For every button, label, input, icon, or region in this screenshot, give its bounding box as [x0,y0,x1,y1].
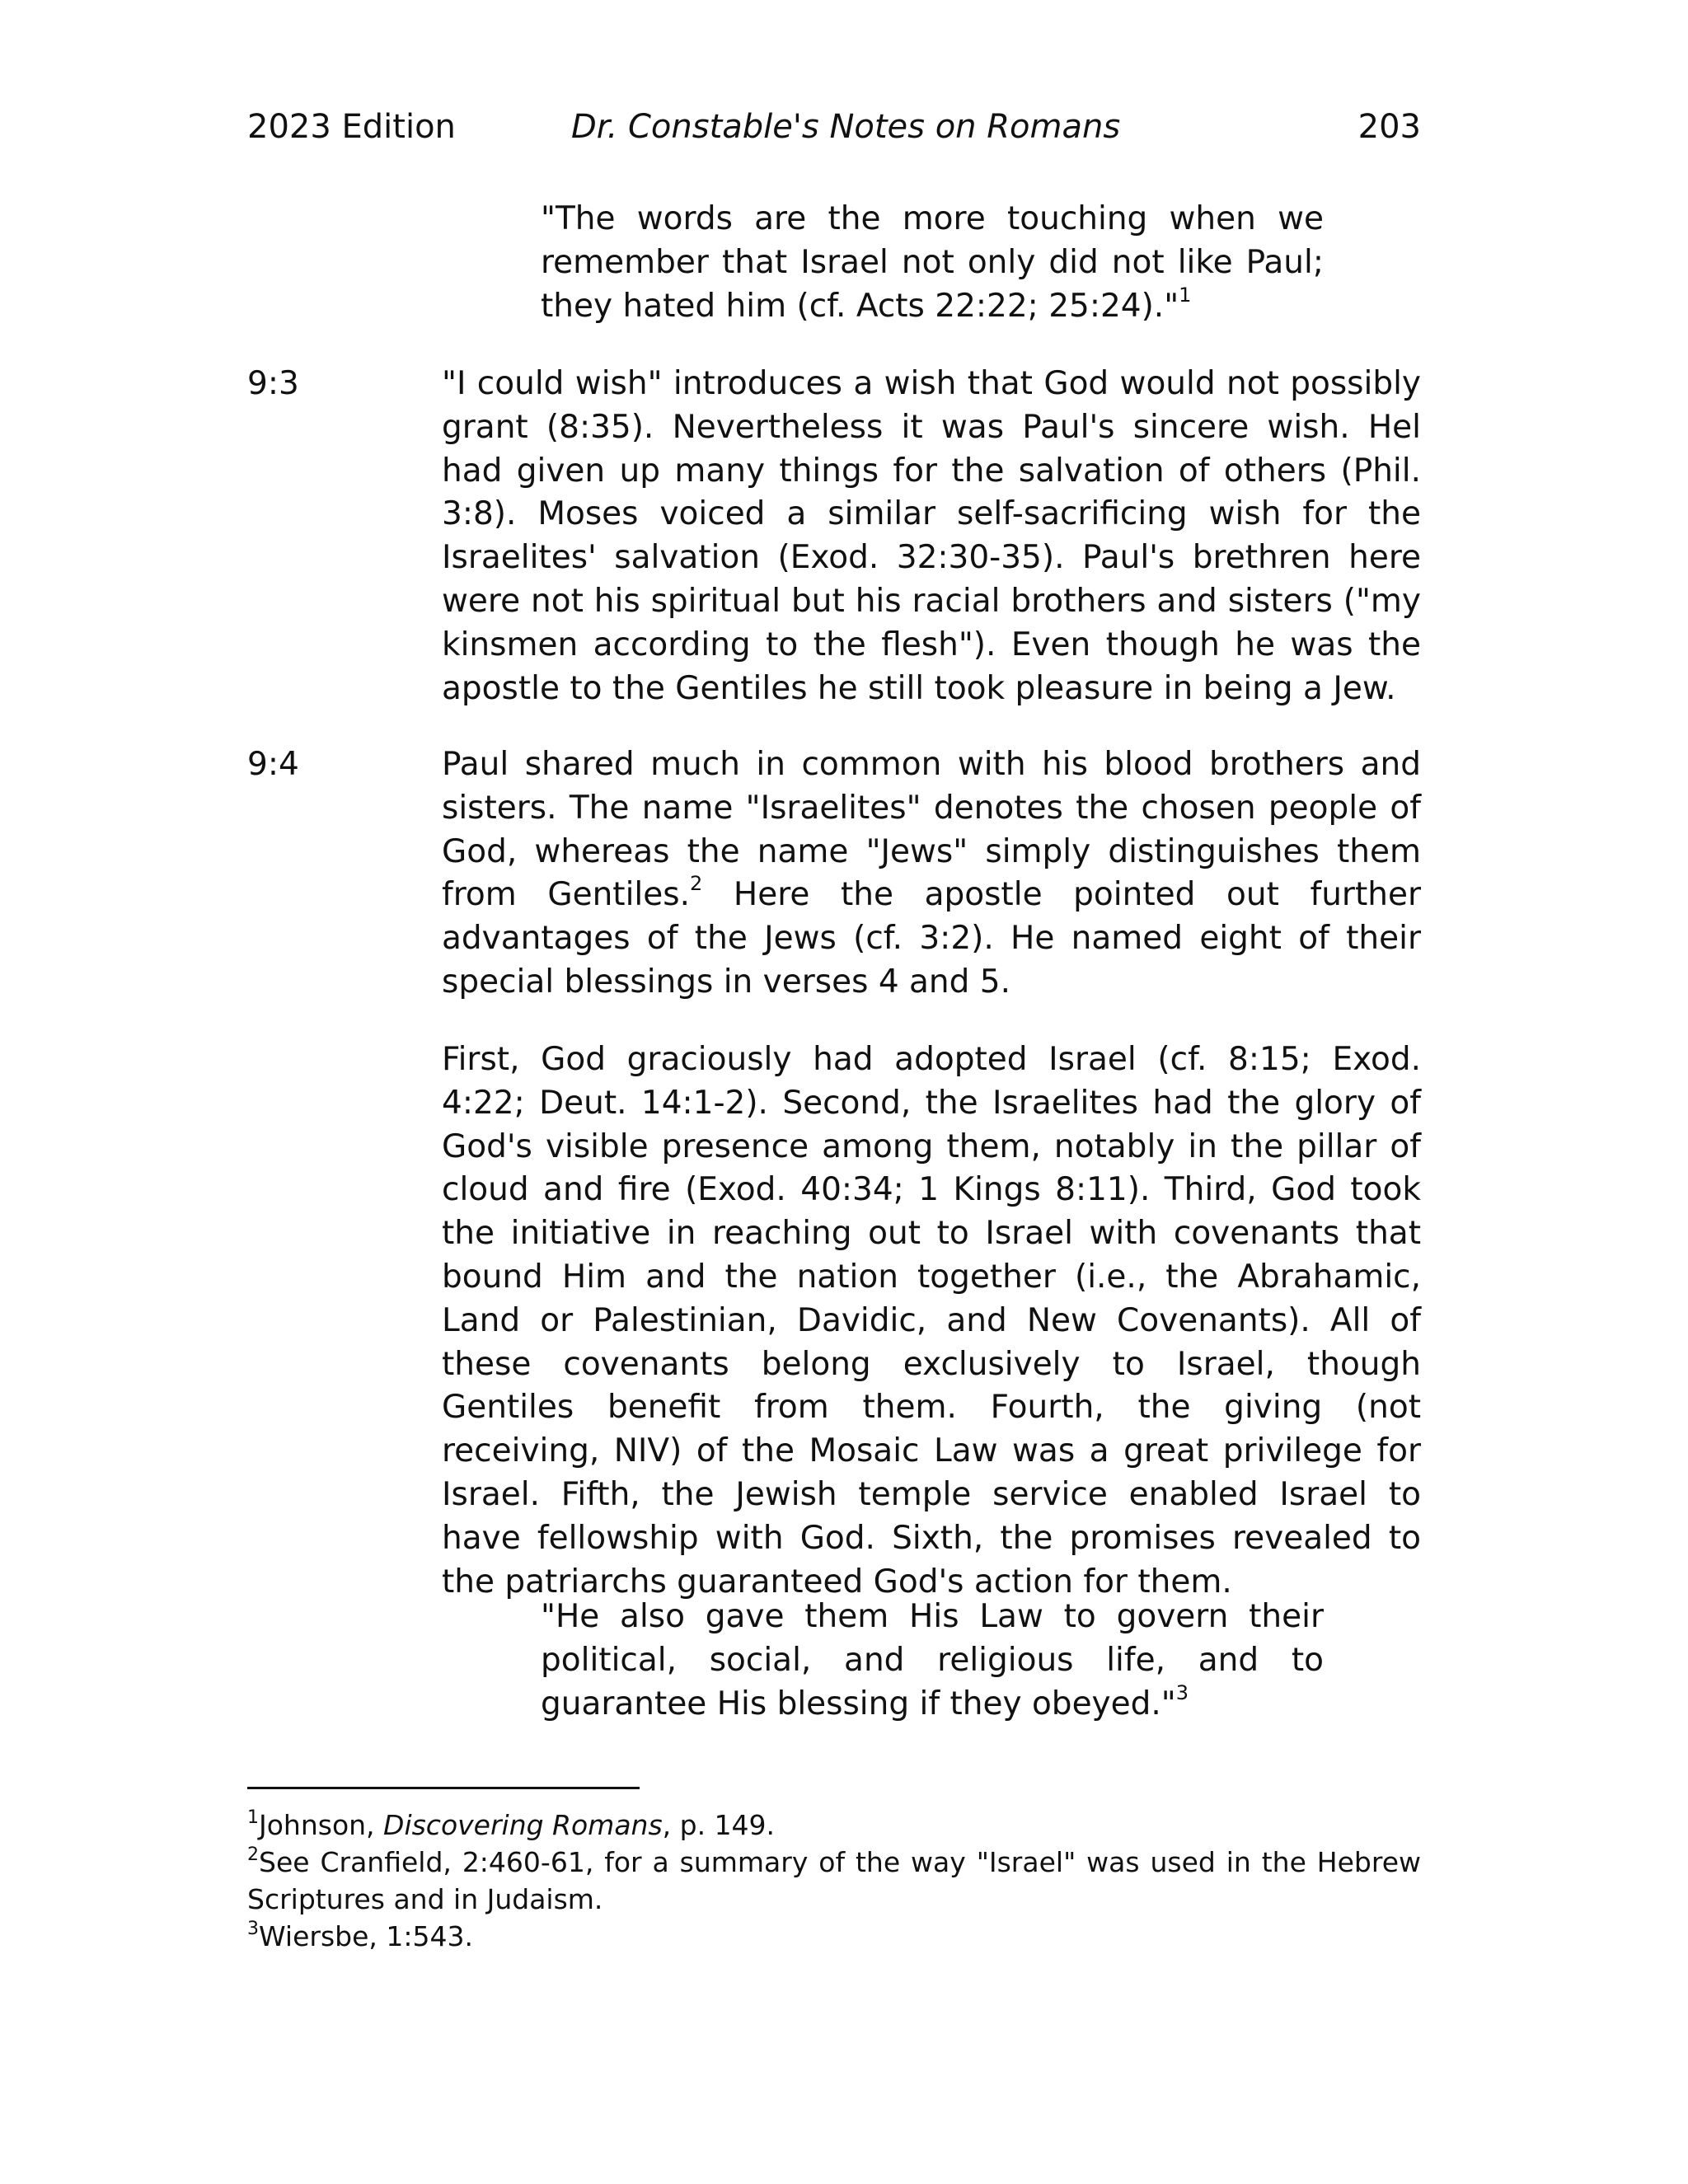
footnote-3: $^3$Wiersbe, 1:543. [247,1919,473,1952]
page-number: 203 [1357,108,1421,146]
footnote-ref-1[interactable]: 1 [1179,283,1192,307]
verse-commentary: "I could wish" introduces a wish that God would not possibly grant (8:35). Nevertheless it was Paul's sincere wish. Hel had given up many things for the salvation of others (Phil. 3:8). Moses voiced a similar self-sacrificing wish for the Israelites' salvation (Exod. 32:30-35). Paul's brethren here were not his spiritual but his racial brothers and sisters ("my kinsmen according to the flesh"). Even though he was the apostle to the Gentiles he still took pleasure in being a Jew. [442,365,1421,707]
footnote-divider [247,1787,640,1789]
footnotes [247,1807,1421,1955]
quote-text: "He also gave them His Law to govern their political, social, and religious life, and to guarantee His blessing if they obeyed."$^3$ [541,1598,1324,1722]
verse-commentary: Paul shared much in common with his blood brothers and sisters. The name "Israelites" denotes the chosen people of God, whereas the name "Jews" simply distinguishes them from Gentiles.$^2$ Here the apostle pointed out further advantages of the Jews (cf. 3:2). He named eight of their special blessings in verses 4 and 5. [442,746,1421,1001]
footnote-2: $^2$See Cranfield, 2:460-61, for a summary of the way "Israel" was used in the Hebrew Scriptures and in Judaism. [247,1844,1421,1915]
quote-text: "The words are the more touching when we remember that Israel not only did not like Paul; they hated him (cf. Acts 22:22; 25:24)."$^1$ [541,200,1324,325]
edition-label: 2023 Edition [247,108,456,146]
paragraph-blessings: First, God graciously had adopted Israel (cf. 8:15; Exod. 4:22; Deut. 14:1-2). Second, the Israelites had the glory of God's visible presence among them, notably in the pillar of cloud and fire (Exod. 40:34; 1 Kings 8:11). Third, God took the initiative in reaching out to Israel with covenants that bound Him and the nation together (i.e., the Abrahamic, Land or Palestinian, Davidic, and New Covenants). All of these covenants belong exclusively to Israel, though Gentiles benefit from them. Fourth, the giving (not receiving, NIV) of the Mosaic Law was a great privilege for Israel. Fifth, the Jewish temple service enabled Israel to have fellowship with God. Sixth, the promises revealed to the patriarchs guaranteed God's action for them. [442,1041,1421,1601]
verse-ref: 9:4 [247,746,299,783]
page-header [247,102,1421,152]
footnote-ref-2[interactable]: 2 [689,872,703,896]
block-quote-wiersbe [541,1596,1324,1726]
verse-ref: 9:3 [247,365,299,402]
book-title: Dr. Constable's Notes on Romans [571,108,1121,146]
footnote-ref-3[interactable]: 3 [1175,1680,1189,1704]
footnote-1: $^1$Johnson, Discovering Romans, p. 149. [247,1807,776,1841]
block-quote-johnson [541,198,1324,328]
